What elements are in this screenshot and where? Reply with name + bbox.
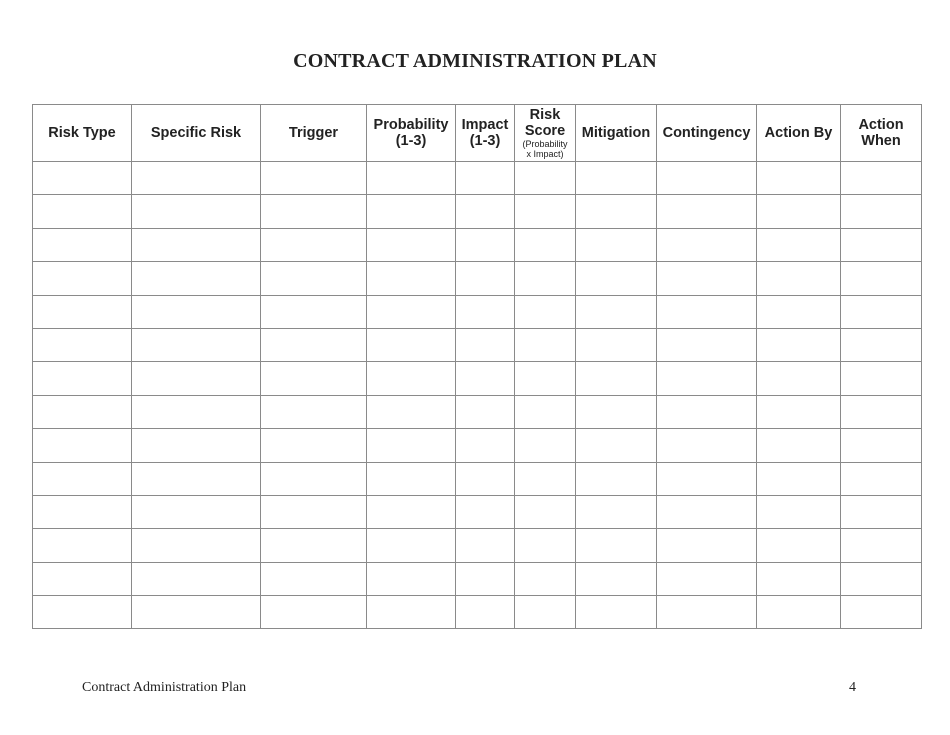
table-cell[interactable] xyxy=(757,295,841,328)
table-cell[interactable] xyxy=(132,362,261,395)
table-cell[interactable] xyxy=(576,429,657,462)
header-mitigation: Mitigation xyxy=(576,105,657,162)
table-cell[interactable] xyxy=(33,429,132,462)
table-cell[interactable] xyxy=(33,362,132,395)
table-cell[interactable] xyxy=(757,162,841,195)
table-cell[interactable] xyxy=(456,262,515,295)
table-cell[interactable] xyxy=(515,495,576,528)
table-cell[interactable] xyxy=(576,395,657,428)
table-cell[interactable] xyxy=(576,495,657,528)
table-cell[interactable] xyxy=(657,562,757,595)
table-cell[interactable] xyxy=(132,495,261,528)
table-cell[interactable] xyxy=(261,195,367,228)
table-cell[interactable] xyxy=(33,529,132,562)
table-row xyxy=(33,495,922,528)
table-cell[interactable] xyxy=(841,162,922,195)
table-cell[interactable] xyxy=(367,596,456,629)
table-cell[interactable] xyxy=(757,462,841,495)
table-row xyxy=(33,395,922,428)
table-cell[interactable] xyxy=(367,495,456,528)
table-cell[interactable] xyxy=(757,228,841,261)
table-row xyxy=(33,596,922,629)
table-cell[interactable] xyxy=(576,362,657,395)
table-cell[interactable] xyxy=(367,295,456,328)
table-cell[interactable] xyxy=(456,362,515,395)
table-cell[interactable] xyxy=(657,462,757,495)
table-cell[interactable] xyxy=(757,362,841,395)
table-cell[interactable] xyxy=(456,395,515,428)
table-row xyxy=(33,295,922,328)
table-cell[interactable] xyxy=(657,262,757,295)
table-cell[interactable] xyxy=(576,562,657,595)
table-cell[interactable] xyxy=(367,462,456,495)
table-cell[interactable] xyxy=(657,495,757,528)
table-cell[interactable] xyxy=(456,562,515,595)
table-body xyxy=(33,162,922,629)
table-cell[interactable] xyxy=(515,462,576,495)
table-cell[interactable] xyxy=(33,262,132,295)
table-cell[interactable] xyxy=(576,162,657,195)
table-cell[interactable] xyxy=(261,162,367,195)
table-cell[interactable] xyxy=(33,162,132,195)
table-cell[interactable] xyxy=(657,429,757,462)
table-row xyxy=(33,562,922,595)
table-cell[interactable] xyxy=(456,495,515,528)
table-cell[interactable] xyxy=(757,495,841,528)
table-cell[interactable] xyxy=(456,195,515,228)
table-cell[interactable] xyxy=(261,462,367,495)
table-cell[interactable] xyxy=(456,462,515,495)
table-cell[interactable] xyxy=(33,328,132,361)
table-cell[interactable] xyxy=(132,162,261,195)
table-cell[interactable] xyxy=(757,429,841,462)
table-cell[interactable] xyxy=(33,195,132,228)
table-cell[interactable] xyxy=(657,195,757,228)
table-row xyxy=(33,162,922,195)
table-row xyxy=(33,328,922,361)
table-cell[interactable] xyxy=(515,529,576,562)
table-cell[interactable] xyxy=(841,529,922,562)
table-cell[interactable] xyxy=(261,262,367,295)
table-cell[interactable] xyxy=(456,295,515,328)
table-cell[interactable] xyxy=(515,596,576,629)
table-cell[interactable] xyxy=(757,562,841,595)
table-cell[interactable] xyxy=(841,429,922,462)
header-trigger: Trigger xyxy=(261,105,367,162)
table-row xyxy=(33,228,922,261)
header-action-when: Action When xyxy=(841,105,922,162)
table-row xyxy=(33,195,922,228)
table-cell[interactable] xyxy=(576,195,657,228)
table-cell[interactable] xyxy=(576,328,657,361)
table-cell[interactable] xyxy=(261,228,367,261)
header-contingency: Contingency xyxy=(657,105,757,162)
table-cell[interactable] xyxy=(456,162,515,195)
table-cell[interactable] xyxy=(576,262,657,295)
table-row xyxy=(33,429,922,462)
table-cell[interactable] xyxy=(261,328,367,361)
table-cell[interactable] xyxy=(841,295,922,328)
table-cell[interactable] xyxy=(456,228,515,261)
header-action-by: Action By xyxy=(757,105,841,162)
table-cell[interactable] xyxy=(367,195,456,228)
table-row xyxy=(33,462,922,495)
table-cell[interactable] xyxy=(367,262,456,295)
table-cell[interactable] xyxy=(261,429,367,462)
table-cell[interactable] xyxy=(456,328,515,361)
table-cell[interactable] xyxy=(367,529,456,562)
table-cell[interactable] xyxy=(576,228,657,261)
table-cell[interactable] xyxy=(456,429,515,462)
table-cell[interactable] xyxy=(841,395,922,428)
header-impact: Impact (1-3) xyxy=(456,105,515,162)
table-cell[interactable] xyxy=(367,562,456,595)
table-cell[interactable] xyxy=(657,295,757,328)
footer-page-number: 4 xyxy=(849,680,856,695)
table-cell[interactable] xyxy=(841,596,922,629)
table-cell[interactable] xyxy=(33,596,132,629)
table-cell[interactable] xyxy=(261,395,367,428)
table-cell[interactable] xyxy=(657,362,757,395)
table-cell[interactable] xyxy=(757,195,841,228)
table-cell[interactable] xyxy=(657,228,757,261)
table-cell[interactable] xyxy=(261,495,367,528)
table-cell[interactable] xyxy=(367,162,456,195)
table-cell[interactable] xyxy=(841,328,922,361)
table-cell[interactable] xyxy=(33,395,132,428)
table-cell[interactable] xyxy=(132,228,261,261)
table-cell[interactable] xyxy=(515,295,576,328)
table-cell[interactable] xyxy=(515,395,576,428)
table-cell[interactable] xyxy=(576,462,657,495)
header-row xyxy=(33,105,922,162)
table-cell[interactable] xyxy=(841,362,922,395)
table-cell[interactable] xyxy=(841,228,922,261)
table-cell[interactable] xyxy=(367,228,456,261)
table-cell[interactable] xyxy=(515,328,576,361)
table-cell[interactable] xyxy=(367,395,456,428)
table-cell[interactable] xyxy=(657,596,757,629)
footer-document-name: Contract Administration Plan xyxy=(82,680,247,695)
table-cell[interactable] xyxy=(33,228,132,261)
table-cell[interactable] xyxy=(515,429,576,462)
table-cell[interactable] xyxy=(576,529,657,562)
table-cell[interactable] xyxy=(132,395,261,428)
table-cell[interactable] xyxy=(515,162,576,195)
table-cell[interactable] xyxy=(515,362,576,395)
table-cell[interactable] xyxy=(33,295,132,328)
table-cell[interactable] xyxy=(456,596,515,629)
table-cell[interactable] xyxy=(132,262,261,295)
table-cell[interactable] xyxy=(261,295,367,328)
table-cell[interactable] xyxy=(132,429,261,462)
table-cell[interactable] xyxy=(841,195,922,228)
risk-table xyxy=(32,104,922,629)
table-cell[interactable] xyxy=(657,529,757,562)
header-risk-type: Risk Type xyxy=(33,105,132,162)
table-cell[interactable] xyxy=(33,495,132,528)
table-cell[interactable] xyxy=(367,328,456,361)
table-cell[interactable] xyxy=(841,262,922,295)
table-cell[interactable] xyxy=(841,562,922,595)
table-cell[interactable] xyxy=(657,162,757,195)
table-cell[interactable] xyxy=(515,262,576,295)
header-specific-risk: Specific Risk xyxy=(132,105,261,162)
table-cell[interactable] xyxy=(132,462,261,495)
table-cell[interactable] xyxy=(132,328,261,361)
table-cell[interactable] xyxy=(367,362,456,395)
table-cell[interactable] xyxy=(132,596,261,629)
page-title: CONTRACT ADMINISTRATION PLAN xyxy=(293,50,657,72)
table-cell[interactable] xyxy=(657,395,757,428)
table-cell[interactable] xyxy=(576,295,657,328)
header-risk-score: Risk Score (Probability x Impact) xyxy=(515,105,576,162)
table-cell[interactable] xyxy=(261,362,367,395)
table-row xyxy=(33,529,922,562)
table-cell[interactable] xyxy=(132,529,261,562)
table-cell[interactable] xyxy=(757,529,841,562)
table-cell[interactable] xyxy=(757,596,841,629)
table-cell[interactable] xyxy=(515,228,576,261)
table-cell[interactable] xyxy=(841,462,922,495)
table-cell[interactable] xyxy=(515,195,576,228)
table-cell[interactable] xyxy=(261,596,367,629)
table-cell[interactable] xyxy=(757,395,841,428)
table-cell[interactable] xyxy=(261,562,367,595)
table-cell[interactable] xyxy=(456,529,515,562)
table-cell[interactable] xyxy=(576,596,657,629)
table-cell[interactable] xyxy=(261,529,367,562)
table-cell[interactable] xyxy=(33,562,132,595)
table-row xyxy=(33,262,922,295)
table-cell[interactable] xyxy=(132,195,261,228)
table-cell[interactable] xyxy=(132,295,261,328)
table-cell[interactable] xyxy=(367,429,456,462)
table-row xyxy=(33,362,922,395)
table-cell[interactable] xyxy=(757,328,841,361)
table-cell[interactable] xyxy=(757,262,841,295)
header-probability: Probability (1-3) xyxy=(367,105,456,162)
table-cell[interactable] xyxy=(33,462,132,495)
table-cell[interactable] xyxy=(132,562,261,595)
table-cell[interactable] xyxy=(515,562,576,595)
table-cell[interactable] xyxy=(657,328,757,361)
table-cell[interactable] xyxy=(841,495,922,528)
